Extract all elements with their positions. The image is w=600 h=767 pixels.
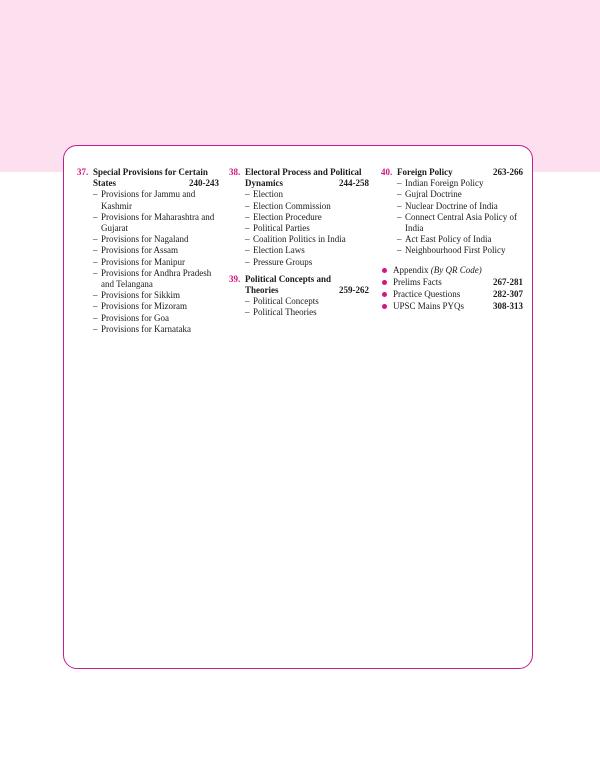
topic-item: – Provisions for Assam (93, 245, 219, 256)
topic-item: – Coalition Politics in India (245, 234, 369, 245)
topic-item: – Act East Policy of India (397, 234, 523, 245)
contents-column-2 (229, 167, 369, 319)
extra-item-practice-questions (381, 289, 523, 300)
topic-item: – Indian Foreign Policy (397, 178, 523, 189)
topic-item: – Provisions for Goa (93, 313, 219, 324)
chapter-number: 38. (229, 167, 241, 177)
extra-pages: 267-281 (493, 276, 523, 287)
topic-item: – Provisions for Jammu and Kashmir (93, 189, 219, 211)
chapter-37 (77, 167, 219, 335)
chapter-title-line: Special Provisions for Certain (93, 167, 208, 177)
bullet-icon (382, 268, 387, 273)
chapter-title-line: Political Concepts and (245, 273, 332, 284)
chapter-38 (229, 167, 369, 268)
topic-item: – Gujral Doctrine (397, 189, 523, 200)
chapter-title-line: Theories (245, 285, 279, 296)
topic-item: – Nuclear Doctrine of India (397, 201, 523, 212)
chapter-pages: 244-258 (339, 178, 369, 189)
topic-item: – Election (245, 189, 369, 200)
topic-item: – Election Commission (245, 201, 369, 212)
chapter-title (245, 274, 369, 296)
chapter-title (93, 167, 219, 189)
chapter-pages: 259-262 (339, 285, 369, 296)
chapter-title-line: Electoral Process and Political (245, 167, 362, 177)
contents-column-1 (77, 167, 219, 335)
extra-label: Appendix (393, 264, 429, 275)
chapter-title-line: States (93, 178, 116, 189)
chapter-number: 39. (229, 273, 241, 284)
chapter-title (397, 167, 523, 178)
bullet-icon (382, 304, 387, 309)
topic-item: – Provisions for Karnataka (93, 324, 219, 335)
topic-list (245, 296, 369, 318)
chapter-39 (229, 274, 369, 319)
topic-item: – Election Procedure (245, 212, 369, 223)
bullet-icon (382, 280, 387, 285)
extra-note: (By QR Code) (430, 264, 482, 275)
topic-item: – Neighbourhood First Policy (397, 245, 523, 256)
topic-item: – Connect Central Asia Policy of India (397, 212, 523, 234)
topic-item: – Political Concepts (245, 296, 369, 307)
extras-list (381, 265, 523, 313)
contents-card (63, 145, 533, 669)
topic-item: – Provisions for Nagaland (93, 234, 219, 245)
extra-label: UPSC Mains PYQs (393, 301, 465, 312)
topic-item: – Provisions for Andhra Pradesh and Telangana (93, 268, 219, 290)
extra-label: Practice Questions (393, 289, 461, 300)
bullet-icon (382, 292, 387, 297)
topic-item: – Provisions for Sikkim (93, 290, 219, 301)
topic-item: – Election Laws (245, 245, 369, 256)
chapter-number: 40. (381, 167, 393, 177)
topic-item: – Provisions for Manipur (93, 257, 219, 268)
contents-column-3 (381, 167, 523, 312)
extra-item-appendix (381, 265, 523, 276)
topic-item: – Pressure Groups (245, 257, 369, 268)
chapter-40 (381, 167, 523, 257)
chapter-pages: 240-243 (189, 178, 219, 189)
topic-list (397, 178, 523, 256)
chapter-title-line: Foreign Policy (397, 167, 453, 177)
topic-item: – Political Theories (245, 307, 369, 318)
extra-item-prelims-facts (381, 277, 523, 288)
extra-pages: 282-307 (493, 289, 523, 300)
topic-item: – Provisions for Maharashtra and Gujarat (93, 212, 219, 234)
extra-label: Prelims Facts (393, 276, 442, 287)
topic-list (93, 189, 219, 335)
topic-item: – Political Parties (245, 223, 369, 234)
extra-item-mains-pyqs (381, 301, 523, 312)
chapter-title (245, 167, 369, 189)
topic-item: – Provisions for Mizoram (93, 301, 219, 312)
extra-pages: 308-313 (493, 301, 523, 312)
chapter-pages: 263-266 (493, 167, 523, 177)
chapter-title-line: Dynamics (245, 178, 283, 189)
chapter-number: 37. (77, 167, 89, 177)
topic-list (245, 189, 369, 267)
